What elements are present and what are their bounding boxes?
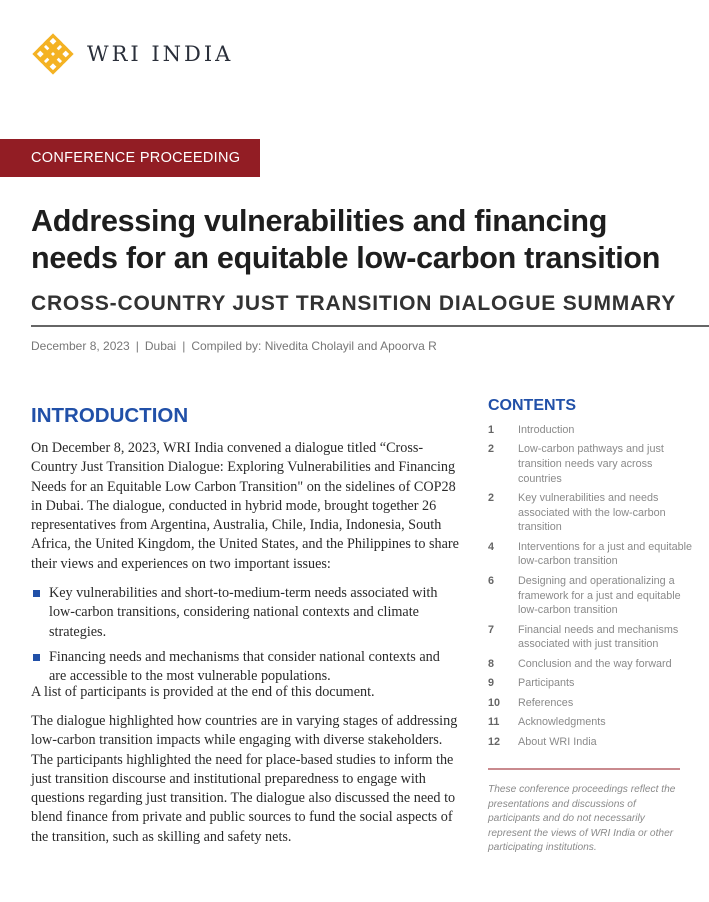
bullet-square-icon xyxy=(33,590,40,597)
list-item xyxy=(31,584,459,642)
page-subtitle: CROSS-COUNTRY JUST TRANSITION DIALOGUE SUMMARY xyxy=(31,292,677,315)
issues-list xyxy=(31,584,459,692)
toc-item[interactable] xyxy=(488,491,698,535)
toc-label[interactable]: Key vulnerabilities and needs associated with the low-carbon transition xyxy=(518,492,666,534)
toc-label[interactable]: About WRI India xyxy=(518,735,597,748)
publication-meta xyxy=(31,339,437,353)
list-item-text: Key vulnerabilities and short-to-medium-term needs associated with low-carbon transitions, considering national contexts and climate strategies. xyxy=(49,585,438,640)
toc-label[interactable]: Interventions for a just and equitable low-carbon transition xyxy=(518,540,693,568)
list-item-text: Financing needs and mechanisms that consider national contexts and are accessible to the most vulnerable populations. xyxy=(49,648,440,685)
toc-page-number: 9 xyxy=(488,677,495,690)
toc-label[interactable]: Acknowledgments xyxy=(518,716,606,729)
table-of-contents xyxy=(488,423,698,754)
toc-page-number: 2 xyxy=(488,492,495,505)
summary-paragraph: The dialogue highlighted how countries are in varying stages of addressing low-carbon transition impacts while engaging with diverse stakeholders. The participants highlighted the need for place-based studies to inform the just transition discourse and institutional preparedness to engage with questions regarding just transition. The dialogue also discussed the need to blend finance from private and public sources to fund the social aspects of the transition, such as skilling and safety nets. xyxy=(31,713,458,845)
toc-page-number: 10 xyxy=(488,696,501,709)
document-type-badge: CONFERENCE PROCEEDING xyxy=(0,139,260,177)
toc-label[interactable]: Conclusion and the way forward xyxy=(518,657,672,670)
page-title xyxy=(31,203,709,277)
toc-page-number: 6 xyxy=(488,574,495,587)
toc-item[interactable] xyxy=(488,623,698,652)
toc-item[interactable] xyxy=(488,696,698,711)
disclaimer-note: These conference proceedings reflect the presentations and discussions of participants and do not necessarily represent the views of WRI India or other participating institutions. xyxy=(488,784,676,854)
introduction-heading: INTRODUCTION xyxy=(31,404,189,427)
toc-item[interactable] xyxy=(488,735,698,750)
title-line-2: needs for an equitable low-carbon transition xyxy=(31,241,661,275)
bullet-square-icon xyxy=(33,654,40,661)
toc-page-number: 12 xyxy=(488,735,501,748)
intro-paragraph: On December 8, 2023, WRI India convened a dialogue titled “Cross-Country Just Transition Dialogue: Exploring Vulnerabilities and Financing Needs for an Equitable Low Carbon Transition" on the sidelines of COP28 in Dubai. The dialogue, conducted in hybrid mode, brought together 26 representatives from Argentina, Australia, Chile, India, Indonesia, South Africa, the United Kingdom, the United States, and the Philippines to share their views and experiences on two important issues: xyxy=(31,440,459,572)
toc-item[interactable] xyxy=(488,676,698,691)
meta-separator: | xyxy=(182,339,186,353)
meta-compiled-by: Compiled by: Nivedita Cholayil and Apoorva R xyxy=(191,339,437,353)
toc-item[interactable] xyxy=(488,442,698,486)
toc-page-number: 1 xyxy=(488,424,495,436)
title-divider xyxy=(31,325,709,327)
participants-note: A list of participants is provided at the end of this document. xyxy=(31,684,375,700)
toc-item[interactable] xyxy=(488,423,698,438)
title-line-1: Addressing vulnerabilities and financing xyxy=(31,204,608,238)
toc-page-number: 7 xyxy=(488,623,495,636)
toc-label[interactable]: References xyxy=(518,696,574,709)
toc-item[interactable] xyxy=(488,574,698,618)
toc-label[interactable]: Low-carbon pathways and just transition needs vary across countries xyxy=(518,443,664,485)
toc-label[interactable]: Designing and operationalizing a framework for a just and equitable low-carbon transition xyxy=(518,574,681,617)
logo-text: WRI INDIA xyxy=(87,42,234,66)
toc-item[interactable] xyxy=(488,657,698,672)
contents-heading: CONTENTS xyxy=(488,397,576,414)
woven-knot-logo-icon xyxy=(31,32,75,76)
toc-label[interactable]: Introduction xyxy=(518,424,575,436)
meta-date: December 8, 2023 xyxy=(31,339,130,353)
toc-item[interactable] xyxy=(488,540,698,569)
meta-location: Dubai xyxy=(144,339,177,353)
meta-separator: | xyxy=(135,339,139,353)
contents-divider xyxy=(488,768,680,770)
toc-label[interactable]: Financial needs and mechanisms associated with just transition xyxy=(518,623,679,651)
toc-item[interactable] xyxy=(488,715,698,730)
list-item xyxy=(31,648,459,687)
toc-page-number: 11 xyxy=(488,716,500,729)
toc-page-number: 8 xyxy=(488,657,495,670)
toc-page-number: 4 xyxy=(488,540,495,553)
wri-india-logo xyxy=(31,32,233,76)
toc-label[interactable]: Participants xyxy=(518,677,575,690)
toc-page-number: 2 xyxy=(488,443,495,456)
